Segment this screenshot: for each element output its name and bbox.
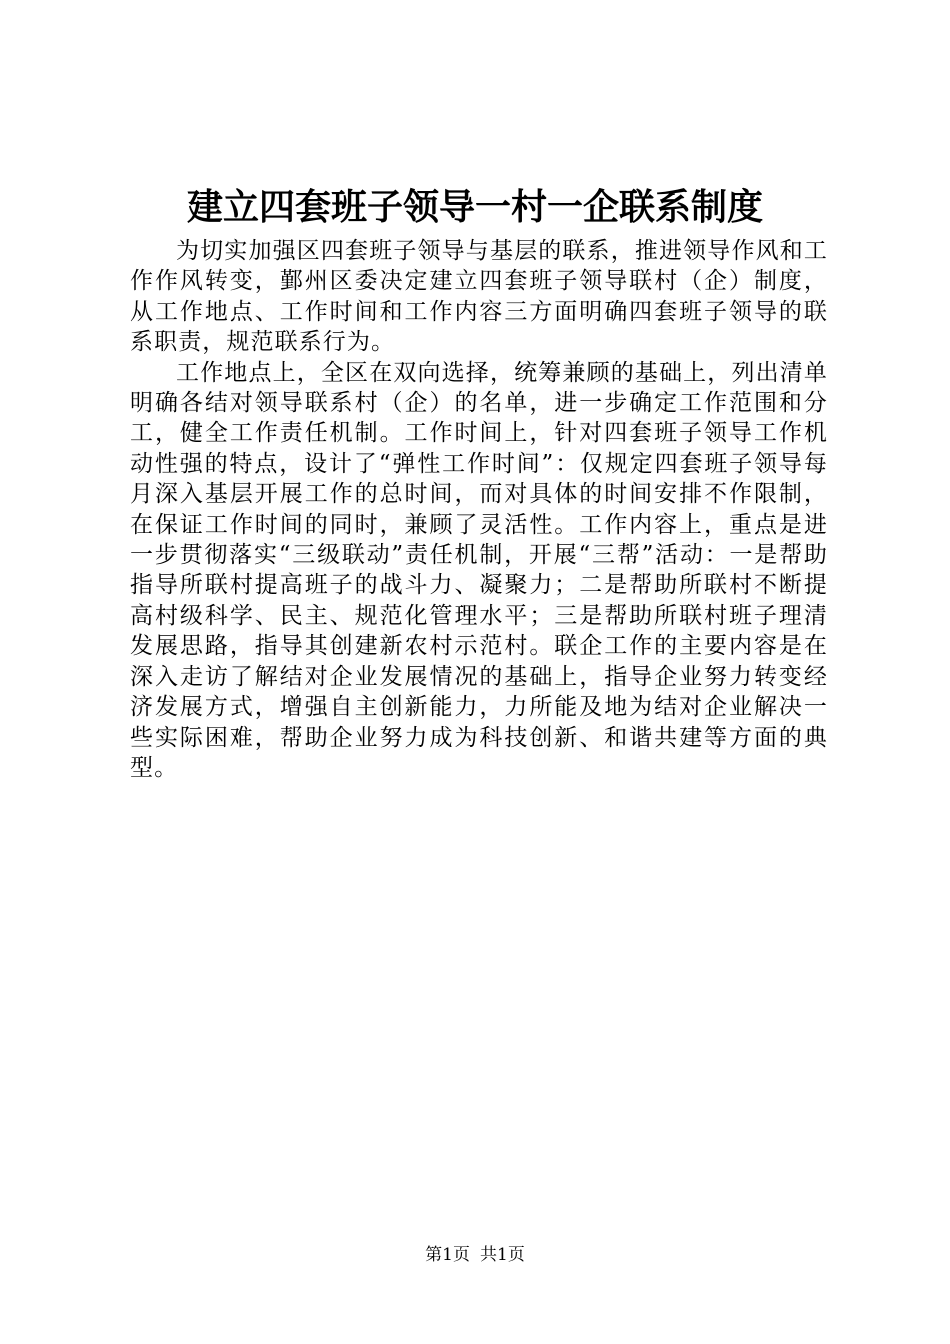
- paragraph-1: 为切实加强区四套班子领导与基层的联系，推进领导作风和工作作风转变，鄞州区委决定建立四套班子领导联村（企）制度，从工作地点、工作时间和工作内容三方面明确四套班子领导的联系职责，规范联系行为。: [130, 238, 828, 356]
- page-footer: [0, 1244, 950, 1266]
- page-number-total: 共1页: [480, 1245, 525, 1265]
- document-body: [130, 236, 828, 783]
- paragraph-2: 工作地点上，全区在双向选择，统筹兼顾的基础上，列出清单明确各结对领导联系村（企）的名单，进一步确定工作范围和分工，健全工作责任机制。工作时间上，针对四套班子领导工作机动性强的特点，设计了“弹性工作时间”：仅规定四套班子领导每月深入基层开展工作的总时间，而对具体的时间安排不作限制，在保证工作时间的同时，兼顾了灵活性。工作内容上，重点是进一步贯彻落实“三级联动”责任机制，开展“三帮”活动：一是帮助指导所联村提高班子的战斗力、凝聚力；二是帮助所联村不断提高村级科学、民主、规范化管理水平；三是帮助所联村班子理清发展思路，指导其创建新农村示范村。联企工作的主要内容是在深入走访了解结对企业发展情况的基础上，指导企业努力转变经济发展方式，增强自主创新能力，力所能及地为结对企业解决一些实际困难，帮助企业努力成为科技创新、和谐共建等方面的典型。: [130, 359, 828, 781]
- document-title: 建立四套班子领导一村一企联系制度: [186, 186, 763, 228]
- page-number-current: 第1页: [425, 1245, 470, 1265]
